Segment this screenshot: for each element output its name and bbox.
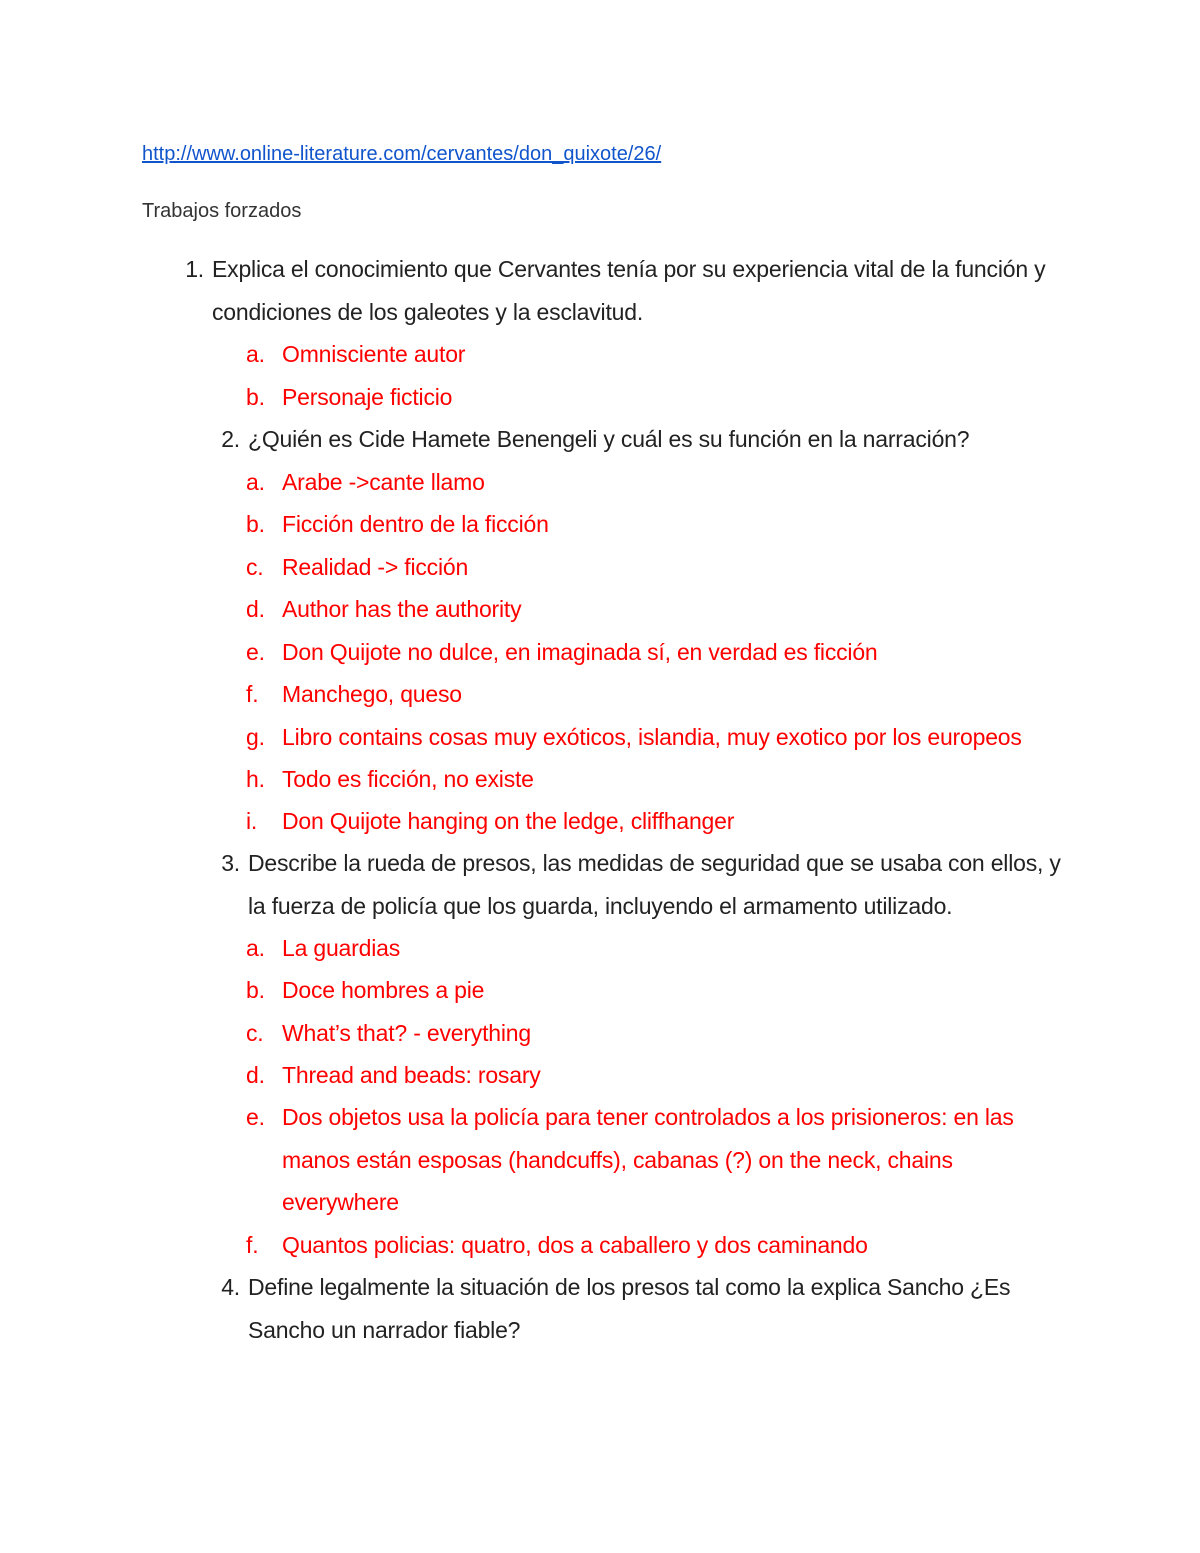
answer-letter: c.	[246, 1020, 264, 1046]
answer-letter: e.	[246, 1104, 265, 1130]
answer-letter: a.	[246, 935, 265, 961]
question-text: Describe la rueda de presos, las medidas de seguridad que se usaba con ellos, y la fuerza de policía que los guarda, incluyendo el armamento utilizado.	[248, 850, 1061, 919]
answer-text: Arabe ->cante llamo	[282, 469, 485, 495]
answer-text: Author has the authority	[282, 596, 522, 622]
question-number: 4.	[221, 1274, 240, 1300]
answer-item	[246, 333, 1072, 376]
answer-text: Personaje ficticio	[282, 384, 453, 410]
answer-letter: a.	[246, 469, 265, 495]
answer-letter: b.	[246, 977, 265, 1003]
answer-item	[246, 546, 1072, 589]
answer-item	[246, 758, 1072, 801]
question-2	[221, 418, 1068, 461]
question-text: ¿Quién es Cide Hamete Benengeli y cuál es su función en la narración?	[248, 426, 970, 452]
question-number: 3.	[221, 850, 240, 876]
answer-text: Realidad -> ficción	[282, 554, 469, 580]
answer-item	[246, 1096, 1072, 1224]
answer-text: Libro contains cosas muy exóticos, islandia, muy exotico por los europeos	[282, 724, 1022, 750]
answer-letter: g.	[246, 724, 265, 750]
answer-text: Don Quijote hanging on the ledge, cliffhanger	[282, 808, 735, 834]
answer-item	[246, 1054, 1072, 1097]
answer-item	[246, 673, 1072, 716]
answer-item	[246, 376, 1072, 419]
answer-text: Quantos policias: quatro, dos a caballero y dos caminando	[282, 1232, 868, 1258]
answer-text: Omnisciente autor	[282, 341, 466, 367]
answer-letter: f.	[246, 681, 259, 707]
answer-letter: h.	[246, 766, 265, 792]
answer-item	[246, 503, 1072, 546]
answer-text: Dos objetos usa la policía para tener controlados a los prisioneros: en las manos están esposas (handcuffs), cabanas (?) on the neck, chains everywhere	[282, 1104, 1014, 1215]
answer-item	[246, 461, 1072, 504]
question-number: 2.	[221, 426, 240, 452]
answer-text: Manchego, queso	[282, 681, 462, 707]
answer-item	[246, 1224, 1072, 1267]
document-title: Trabajos forzados	[142, 200, 302, 222]
answer-item	[246, 588, 1072, 631]
question-3	[221, 842, 1068, 927]
answer-letter: f.	[246, 1232, 259, 1258]
answer-letter: d.	[246, 1062, 265, 1088]
answer-text: Todo es ficción, no existe	[282, 766, 534, 792]
answer-item	[246, 631, 1072, 674]
answer-item	[246, 800, 1072, 843]
answer-item	[246, 716, 1072, 759]
question-text: Define legalmente la situación de los presos tal como la explica Sancho ¿Es Sancho un narrador fiable?	[248, 1274, 1011, 1343]
answer-letter: a.	[246, 341, 265, 367]
answer-letter: d.	[246, 596, 265, 622]
answer-letter: b.	[246, 511, 265, 537]
question-number: 1.	[185, 256, 204, 282]
answer-text: What’s that? - everything	[282, 1020, 531, 1046]
answer-text: La guardias	[282, 935, 400, 961]
answer-item	[246, 927, 1072, 970]
question-1	[185, 248, 1072, 333]
question-4	[221, 1266, 1068, 1351]
answer-item	[246, 1012, 1072, 1055]
answer-text: Thread and beads: rosary	[282, 1062, 541, 1088]
answer-text: Don Quijote no dulce, en imaginada sí, en verdad es ficción	[282, 639, 878, 665]
answer-item	[246, 969, 1072, 1012]
answer-letter: c.	[246, 554, 264, 580]
answer-letter: e.	[246, 639, 265, 665]
answer-text: Doce hombres a pie	[282, 977, 485, 1003]
question-text: Explica el conocimiento que Cervantes tenía por su experiencia vital de la función y condiciones de los galeotes y la esclavitud.	[212, 256, 1046, 325]
source-link[interactable]: http://www.online-literature.com/cervantes/don_quixote/26/	[142, 143, 662, 165]
answer-text: Ficción dentro de la ficción	[282, 511, 549, 537]
answer-letter: i.	[246, 808, 258, 834]
answer-letter: b.	[246, 384, 265, 410]
